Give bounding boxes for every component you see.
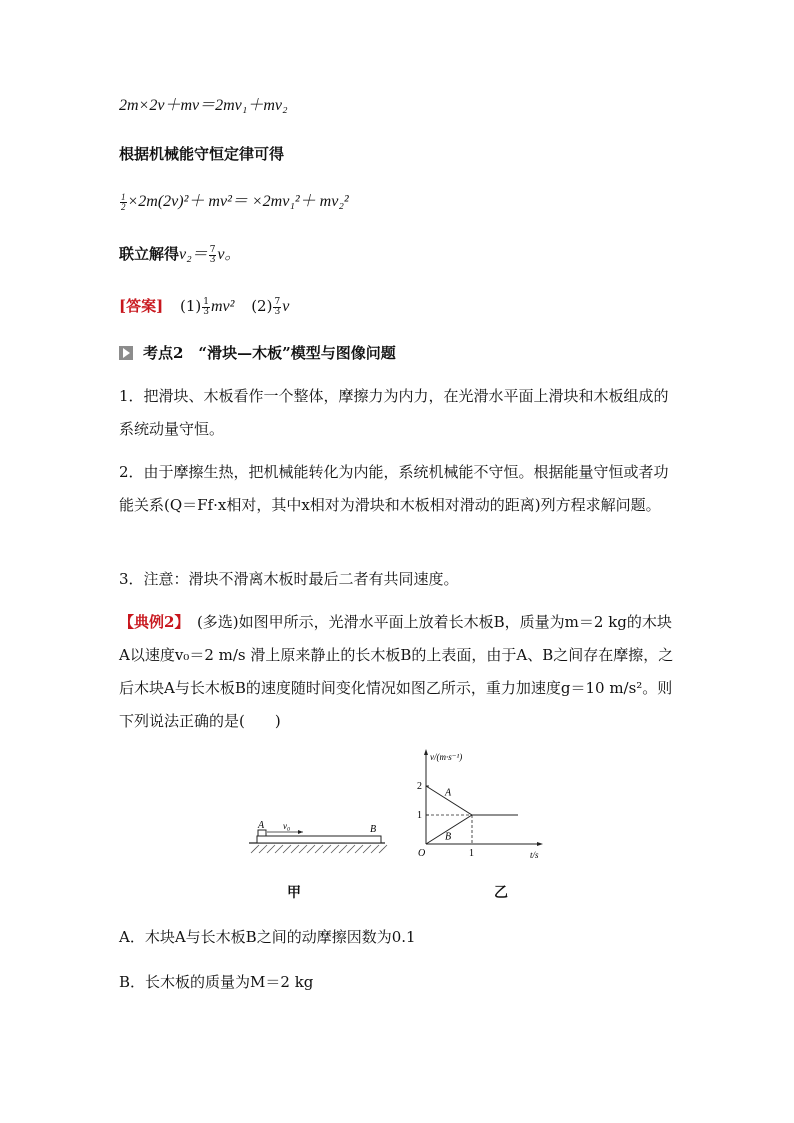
- y-tick-label: 1: [417, 810, 422, 821]
- point-1: 1．把滑块、木板看作一个整体，摩擦力为内力，在光滑水平面上滑块和木板组成的系统动量守恒。: [119, 387, 669, 438]
- section-title: 考点2 “滑块—木板”模型与图像问题: [143, 344, 396, 362]
- caption-jia: 甲: [287, 885, 301, 901]
- half-fraction: $\frac{1}{2}$: [121, 191, 126, 212]
- answer-label: [答案]: [119, 297, 164, 315]
- series-label-a: A: [445, 787, 452, 799]
- caption-yi: 乙: [494, 885, 508, 901]
- answer-part2-prefix: (2): [251, 297, 273, 315]
- label-a: A: [258, 820, 265, 831]
- play-triangle-icon: [119, 346, 133, 360]
- x-tick-label: 1: [469, 848, 474, 859]
- velocity-time-chart: [410, 748, 550, 863]
- energy-equation-text: ×2m(2v)²＋ mv²＝ ×2mv₁²＋ mv₂²: [127, 193, 349, 210]
- point-3: 3．注意：滑块不滑离木板时最后二者有共同速度。: [119, 570, 459, 588]
- origin-label: O: [418, 848, 426, 859]
- answer-part1-suffix: mv²: [210, 298, 235, 315]
- answer-part2-suffix: v: [282, 298, 290, 315]
- momentum-equation: 2m×2v＋mv＝2mv₁＋mv₂: [119, 97, 288, 114]
- solve-line: [119, 244, 241, 265]
- solve-var: v₂＝: [179, 246, 208, 263]
- series-label-b: B: [445, 831, 452, 843]
- solve-fraction: $\frac{7}{3}$: [209, 244, 216, 265]
- y-tick-label: 2: [417, 781, 422, 792]
- point-2: 2．由于摩擦生热，把机械能转化为内能，系统机械能不守恒。根据能量守恒或者功能关系(Q＝Ff·x相对，其中x相对为滑块和木板相对滑动的距离)列方程求解问题。: [119, 463, 669, 514]
- section-heading: [119, 343, 396, 363]
- answer-part2-fraction: $\frac{7}{3}$: [274, 296, 281, 317]
- solve-suffix: v。: [217, 246, 241, 263]
- option-a: A．木块A与长木板B之间的动摩擦因数为0.1: [119, 928, 416, 946]
- answer-part1-fraction: $\frac{1}{3}$: [203, 296, 209, 317]
- series-line-a: [426, 786, 518, 815]
- example-text: (多选)如图甲所示，光滑水平面上放着长木板B，质量为m＝2 kg的木块A以速度v₀＝2 m/s 滑上原来静止的长木板B的上表面，由于A、B之间存在摩擦，之后木块A与长木板B的速度随时间变化情况如图乙所示，重力加速度g＝10 m/s²。则下列说法正确的是( ): [119, 613, 674, 730]
- x-axis-label: t/s: [530, 850, 539, 860]
- series-line-b: [426, 815, 518, 844]
- answer-part1-prefix: (1): [179, 297, 202, 315]
- energy-equation: [119, 192, 349, 212]
- solve-prefix: 联立解得: [119, 245, 180, 263]
- label-v0: v₀: [283, 821, 291, 831]
- example-label: 【典例2】: [119, 613, 182, 631]
- energy-intro: 根据机械能守恒定律可得: [119, 145, 285, 163]
- figure-board-diagram: [245, 815, 390, 857]
- board-b: [257, 836, 381, 843]
- y-axis-label: v/(m·s⁻¹): [430, 752, 463, 762]
- answer-line: [119, 296, 289, 317]
- example-paragraph: [119, 606, 679, 738]
- label-b: B: [370, 824, 377, 835]
- option-b: B．长木板的质量为M＝2 kg: [119, 973, 314, 991]
